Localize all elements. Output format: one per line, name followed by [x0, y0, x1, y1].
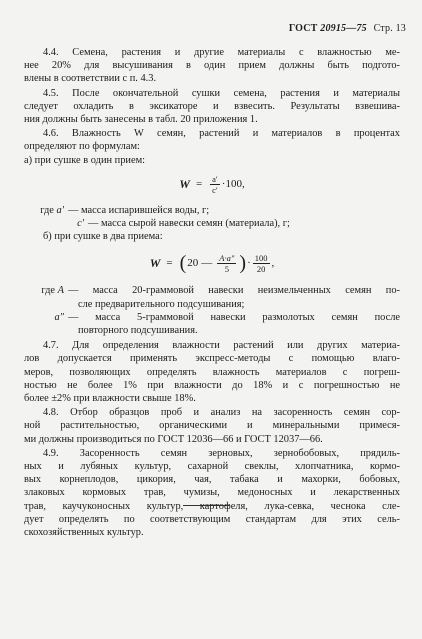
paragraph-4-6 [24, 127, 400, 167]
text-line: более ±2% при влажности свыше 18%. [24, 393, 196, 405]
formula-variable: W [179, 177, 190, 192]
definition-symbol [24, 284, 68, 310]
text-line: ных и лубяных культур, сахарной свеклы, хлопчатника, кормо- [24, 461, 400, 473]
formula-variable: W [149, 255, 161, 270]
text-line: сле предварительного подсушивания; [78, 298, 245, 310]
symbol-A: A [57, 285, 64, 297]
definitions-two-step [24, 284, 400, 337]
text-line: следует охладить в эксикаторе и взвесить. Результаты взвешива- [24, 100, 400, 112]
formula-comma: , [271, 256, 275, 269]
definition-text [68, 284, 400, 310]
document-body [24, 46, 400, 539]
text-line: ностью не более 1% при влажности до 18% и с погрешностью не [24, 379, 400, 391]
standard-number: 20915—75 [320, 23, 367, 34]
formula-fraction [210, 174, 220, 195]
definition-symbol [24, 204, 68, 217]
fraction-numerator: 100 [254, 252, 268, 263]
where-label: где [40, 204, 54, 216]
standard-label: ГОСТ [288, 23, 318, 34]
formula-paren-close: ) [239, 252, 247, 275]
text-line: трав, каучуконосных культур, картофеля, лука-севка, чеснока сле- [24, 500, 400, 512]
fraction-denominator: 5 [224, 263, 229, 274]
definition-a-prime [24, 204, 400, 217]
symbol-c-prime: c′ [77, 218, 84, 230]
symbol-a-prime: a′ [56, 204, 64, 216]
fraction-denominator: c′ [212, 185, 218, 196]
text-line: 4.4. Семена, растения и другие материалы с влажностью ме- [43, 47, 400, 58]
formula-tail: ·100, [221, 178, 245, 191]
text-line: нее 20% для высушивания в один прием должны быть подгото- [24, 60, 400, 72]
definition-c-prime [24, 217, 400, 230]
page-number: Стр. 13 [373, 23, 406, 34]
definition-text: — масса испарившейся воды, г; [68, 204, 210, 216]
text-line: 4.7. Для определения влажности растений или других материа- [43, 340, 400, 352]
formula-dot: · [247, 256, 251, 269]
fraction-denominator: 20 [256, 263, 266, 274]
symbol-a-double-prime: a″ [54, 311, 64, 323]
text-line: лов допускается применять экспресс-методы с помощью влаго- [24, 353, 400, 365]
definition-symbol [24, 311, 68, 337]
text-line: 4.5. После окончательной сушки семена, растения и материалы [43, 87, 400, 99]
text-line: 4.9. Засоренность семян зерновых, зернобобовых, прядиль- [43, 447, 400, 459]
text-line: меров, позволяющих определять влажность материалов с погреш- [24, 366, 400, 378]
formula-equals: = [195, 178, 203, 191]
definition-text: — масса сырой навески семян (материала), г; [88, 218, 290, 230]
formula-fraction-2 [253, 253, 270, 274]
definition-symbol [24, 217, 88, 230]
where-label: где [41, 285, 56, 297]
text-line: повторного подсушивания. [78, 325, 198, 337]
paragraph-4-4 [24, 46, 400, 86]
item-a-label: а) при сушке в один прием: [24, 154, 146, 166]
item-b-label: б) при сушке в два приема: [43, 231, 163, 243]
paragraph-4-9 [24, 447, 400, 539]
formula-equals: = [166, 256, 173, 269]
formula-two-step [24, 246, 400, 280]
text-line: скохозяйственных культур. [24, 527, 144, 539]
definition-text [68, 311, 400, 337]
text-line: определяют по формулам: [24, 141, 140, 153]
text-line: злаковых кормовых трав, чумизы, медоносных и лекарственных [24, 487, 400, 499]
definition-a-double-prime [24, 311, 400, 337]
text-line: дует определять по соответствующим стандартам для этих сель- [24, 513, 400, 525]
text-line: ния должны быть занесены в табл. 20 приложения 1. [24, 114, 258, 126]
formula-one-step [24, 170, 400, 200]
definition-A [24, 284, 400, 310]
text-line: ной растительностью, органическими и минеральными примеся- [24, 420, 400, 432]
text-line: 4.6. Влажность W семян, растений и материалов в процентах [43, 128, 400, 140]
definitions-one-step [24, 204, 400, 244]
text-line: — масса 5-граммовой навески размолотых семян после [68, 311, 400, 323]
text-line: влены в соответствии с п. 4.3. [24, 73, 157, 85]
fraction-numerator: A·a″ [219, 252, 235, 263]
formula-paren-open: ( [179, 252, 187, 275]
text-line: ми должны производиться по ГОСТ 12036—66 и ГОСТ 12037—66. [24, 433, 323, 445]
page-header [289, 22, 406, 35]
end-rule [183, 505, 230, 506]
formula-constant: 20 [187, 256, 199, 269]
text-line: — масса 20-граммовой навески неизмельченных семян по- [68, 285, 400, 297]
text-line: 4.8. Отбор образцов проб и анализ на засоренность семян сор- [43, 407, 400, 419]
formula-fraction [217, 253, 236, 274]
text-line: вых корнеплодов, цикория, чая, табака и махорки, бобовых, [24, 474, 400, 486]
paragraph-4-7 [24, 339, 400, 405]
paragraph-4-8 [24, 406, 400, 446]
fraction-numerator: a′ [212, 174, 218, 185]
formula-minus: — [201, 256, 213, 269]
paragraph-4-5 [24, 87, 400, 127]
